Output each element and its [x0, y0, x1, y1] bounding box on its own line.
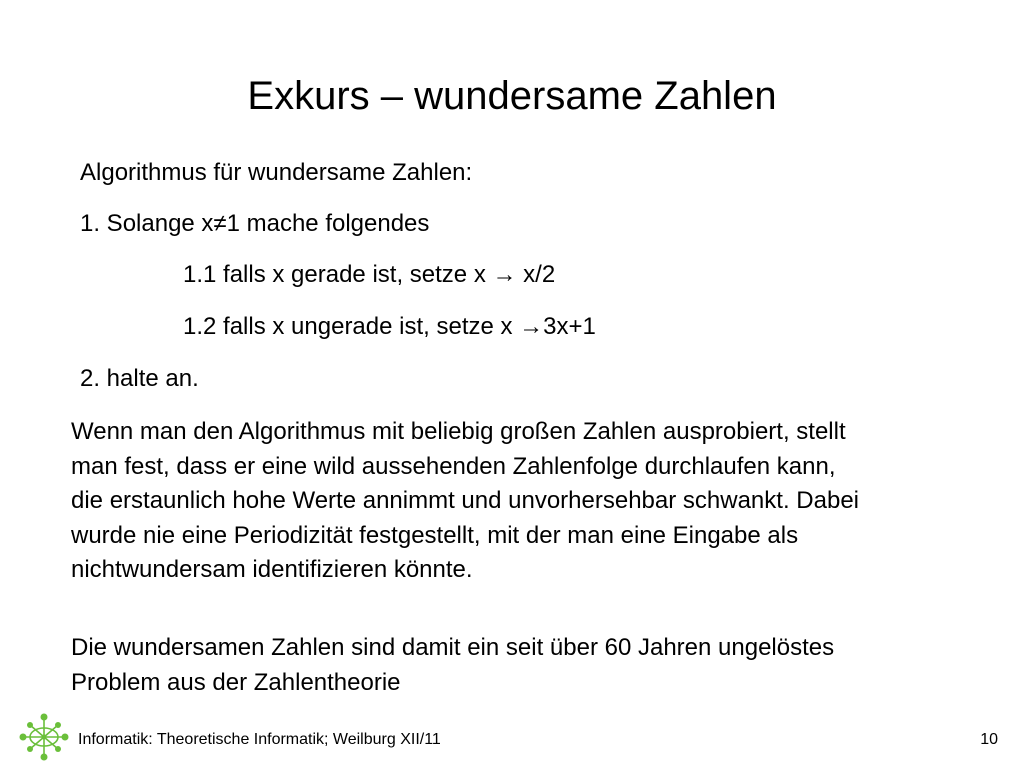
page-number: 10 — [980, 731, 998, 748]
algorithm-step-1-1: 1.1 falls x gerade ist, setze x → x/2 — [183, 261, 556, 288]
algorithm-step-1: 1. Solange x≠1 mache folgendes — [80, 210, 430, 237]
conclusion-paragraph: Die wundersamen Zahlen sind damit ein seit über 60 Jahren ungelöstes Problem aus der Zahlentheorie — [71, 634, 835, 696]
footer-text: Informatik: Theoretische Informatik; Weilburg XII/11 — [78, 731, 441, 748]
algorithm-step-1-2: 1.2 falls x ungerade ist, setze x →3x+1 — [183, 313, 596, 340]
slide-title: Exkurs – wundersame Zahlen — [247, 74, 777, 118]
algorithm-step-2: 2. halte an. — [80, 365, 199, 392]
explanation-paragraph: Wenn man den Algorithmus mit beliebig großen Zahlen ausprobiert, stellt man fest, dass er eine wild aussehenden Zahlenfolge durchlaufen kann, die erstaunlich hohe Werte annimmt und unvorhersehbar schwankt. Dabei wurde nie eine Periodizität festgestellt, mit der man eine Eingabe als nichtwundersam identifizieren könnte. — [71, 418, 859, 583]
algorithm-heading: Algorithmus für wundersame Zahlen: — [80, 159, 473, 186]
network-graph-logo-icon — [18, 711, 70, 763]
